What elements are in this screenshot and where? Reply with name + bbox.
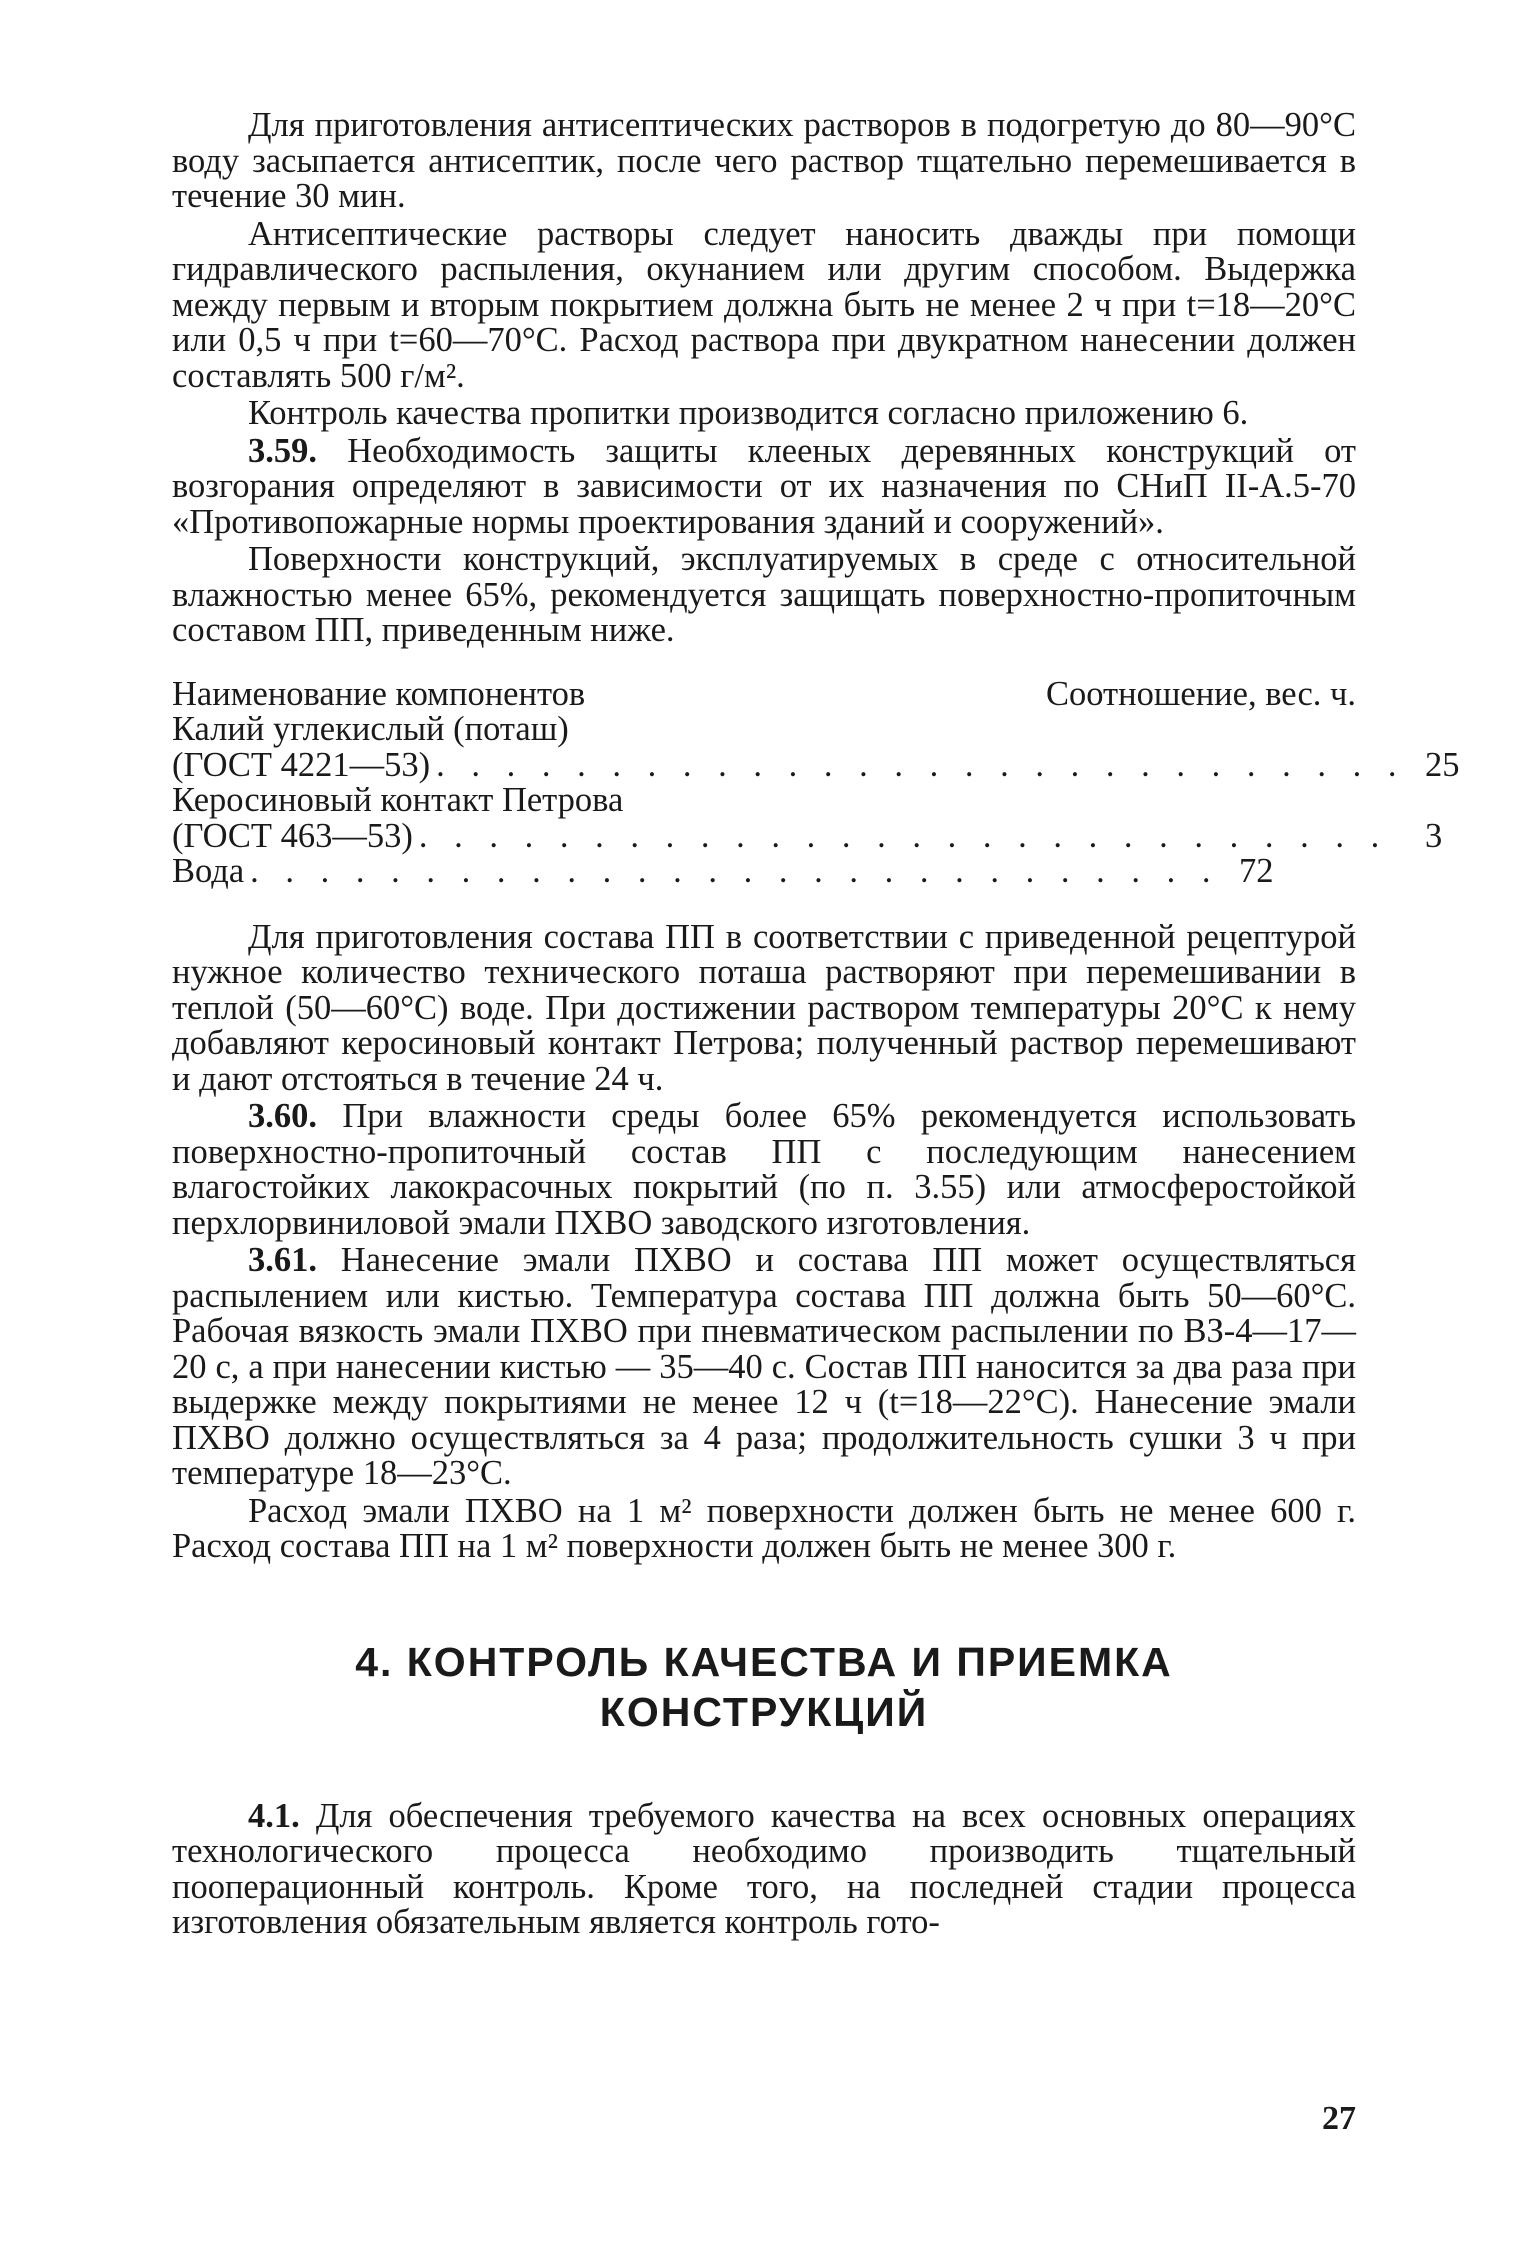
leader-dots: . . . . . . . . . . . . . . . . . . . . . . . . . . . . [418,816,1389,855]
component-ratio: 25 [1425,745,1460,784]
paragraph-text: Для приготовления состава ПП в соответствии с приведенной рецептурой нужное количество технического поташа растворяют при перемешивании в теплой (50—60°C) воде. При достижении раствором температуры 20°C к нему добавляют керосиновый контакт Петрова; полученный раствор перемешивают и дают отстояться в течение 24 ч. [172,917,1356,1098]
clause-number: 3.60. [248,1097,317,1135]
table-row [172,854,1356,890]
paragraph [172,542,1356,649]
composition-table [172,674,1460,890]
paragraph-text: Для обеспечения требуемого качества на всех основных операциях технологического процесса необходимо производить тщательный пооперационный контроль. Кроме того, на последней стадии процесса изготовления обязательным является контроль гото- [172,1796,1356,1941]
component-ratio: 3 [1425,816,1443,855]
paragraph [172,396,1356,432]
page-number: 27 [1322,2100,1356,2137]
header-name: Наименование компонентов [172,674,586,713]
heading-line: КОНСТРУКЦИЙ [599,1688,929,1735]
clause-number: 3.61. [248,1241,317,1279]
section-mid [172,917,1356,1565]
paragraph-text: Расход эмали ПХВО на 1 м² поверхности должен быть не менее 600 г. Расход состава ПП на 1 м² поверхности должен быть не менее 300 г. [172,1491,1356,1565]
component-name: Калий углекислый (поташ) [172,710,569,748]
component-name: Керосиновый контакт Петрова [172,781,624,819]
paragraph-text: Для приготовления антисептических растворов в подогретую до 80—90°C воду засыпается антисептик, после чего раствор тщательно перемешивается в течение 30 мин. [172,106,1356,215]
table-row [172,781,1443,855]
header-ratio: Соотношение, вес. ч. [1045,674,1356,713]
component-name: Вода [172,852,245,890]
component-ratio: 72 [1239,852,1274,890]
clause-number: 4.1. [248,1796,300,1835]
paragraph [172,431,1356,541]
paragraph [172,214,1356,395]
table-header [172,674,1356,713]
section-top [172,108,1356,649]
paragraph-text: Антисептические растворы следует наносить дважды при помощи гидравлического распыления, окунанием или другим способом. Выдержка между первым и вторым покрытием должна быть не менее 2 ч при t=18—20°C или 0,5 ч при t=60—70°C. Расход раствора при двукратном нанесении должен составлять 500 г/м². [172,214,1356,395]
paragraph [172,1491,1356,1565]
section-heading [172,1637,1356,1737]
paragraph-text: Нанесение эмали ПХВО и состава ПП может осуществляться распылением или кистью. Температура состава ПП должна быть 50—60°C. Рабочая вязкость эмали ПХВО при пневматическом распылении по ВЗ-4—17—20 с, а при нанесении кистью — 35—40 с. Состав ПП наносится за два раза при выдержке между покрытиями не менее 12 ч (t=18—22°C). Нанесение эмали ПХВО должно осуществляться за 4 раза; продолжительность сушки 3 ч при температуре 18—23°C. [172,1241,1356,1492]
component-spec: (ГОСТ 4221—53) [172,745,431,784]
paragraph-text: Контроль качества пропитки производится согласно приложению 6. [248,394,1249,432]
table-row [172,710,1460,784]
paragraph [172,1796,1356,1941]
section-bottom [172,1796,1356,1941]
paragraph [172,108,1356,215]
paragraph-text: Необходимость защиты клееных деревянных конструкций от возгорания определяют в зависимости от их назначения по СНиП II-А.5-70 «Противопожарные нормы проектирования зданий и сооружений». [172,431,1356,541]
component-spec: (ГОСТ 463—53) [172,816,413,855]
paragraph-text: При влажности среды более 65% рекомендуется использовать поверхностно-пропиточный состав ПП с последующим нанесением влагостойких лакокрасочных покрытий (по п. 3.55) или атмосферостойкой перхлорвиниловой эмали ПХВО заводского изготовления. [172,1097,1356,1242]
paragraph [172,917,1356,1098]
leader-dots: . . . . . . . . . . . . . . . . . . . . . . . . . . . . [250,852,1220,890]
clause-number: 3.59. [248,431,317,470]
paragraph [172,1243,1356,1492]
paragraph-text: Поверхности конструкций, эксплуатируемых в среде с относительной влажностью менее 65%, рекомендуется защищать поверхностно-пропиточным составом ПП, приведенным ниже. [172,540,1356,649]
paragraph [172,1099,1356,1241]
heading-line: 4. КОНТРОЛЬ КАЧЕСТВА И ПРИЕМКА [355,1638,1173,1685]
leader-dots: . . . . . . . . . . . . . . . . . . . . . . . . . . . . [436,745,1406,784]
